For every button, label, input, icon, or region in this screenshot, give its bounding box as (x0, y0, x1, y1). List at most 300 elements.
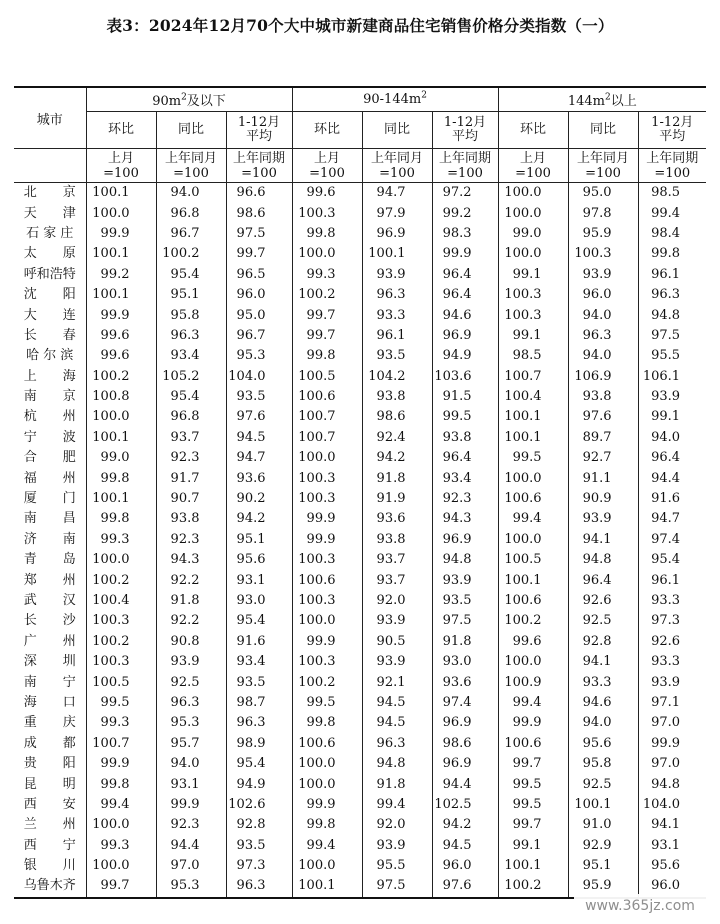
base-mom (292, 149, 362, 183)
group-suffix: 及以下 (186, 94, 226, 109)
index-value: 94.5 (362, 713, 432, 733)
index-value: 96.9 (362, 224, 432, 244)
index-value: 100.3 (292, 489, 362, 509)
index-value: 98.3 (432, 224, 498, 244)
index-value: 98.6 (362, 407, 432, 427)
index-value: 96.1 (638, 570, 706, 590)
index-value: 92.5 (568, 611, 638, 631)
index-value: 99.4 (498, 509, 568, 529)
subheader-avg-bottom: 平均 (659, 129, 686, 144)
index-value: 94.0 (156, 754, 226, 774)
index-value: 93.8 (156, 509, 226, 529)
table-row (14, 815, 706, 835)
index-value: 94.0 (568, 305, 638, 325)
index-value: 91.8 (432, 632, 498, 652)
base-yoy-bottom: =100 (173, 165, 209, 181)
index-value: 100.0 (86, 815, 156, 835)
base-avg-top: 上年同期 (646, 150, 699, 166)
base-avg-top: 上年同期 (232, 150, 285, 166)
index-value: 95.0 (568, 183, 638, 204)
index-value: 96.3 (226, 876, 292, 897)
table-row (14, 224, 706, 244)
index-value: 93.9 (638, 387, 706, 407)
index-value: 99.6 (86, 346, 156, 366)
index-value: 99.8 (86, 509, 156, 529)
index-value: 105.2 (156, 367, 226, 387)
index-value: 100.7 (292, 407, 362, 427)
index-value: 100.3 (292, 652, 362, 672)
index-value: 100.3 (86, 652, 156, 672)
index-value: 95.1 (568, 856, 638, 876)
index-value: 94.4 (638, 468, 706, 488)
index-value: 99.9 (156, 795, 226, 815)
index-value: 99.8 (86, 468, 156, 488)
index-value: 100.0 (498, 468, 568, 488)
index-value: 103.6 (432, 367, 498, 387)
table-row (14, 265, 706, 285)
index-value: 92.8 (568, 632, 638, 652)
index-value: 94.5 (432, 836, 498, 856)
table-row (14, 652, 706, 672)
subheader-avg-top: 1-12月 (237, 115, 281, 130)
index-value: 94.5 (362, 693, 432, 713)
index-value: 97.0 (638, 754, 706, 774)
index-value: 95.0 (226, 305, 292, 325)
index-value: 93.4 (156, 346, 226, 366)
index-value: 95.5 (638, 346, 706, 366)
index-value: 100.0 (292, 856, 362, 876)
index-value: 100.1 (86, 428, 156, 448)
city-name: 郑 州 (14, 570, 86, 590)
index-value: 99.8 (638, 244, 706, 264)
index-value: 99.9 (432, 244, 498, 264)
index-value: 99.9 (292, 795, 362, 815)
city-name: 海 口 (14, 693, 86, 713)
index-value: 93.7 (362, 550, 432, 570)
index-value: 100.8 (86, 387, 156, 407)
index-value: 99.6 (86, 326, 156, 346)
table-row (14, 448, 706, 468)
index-value: 91.6 (226, 632, 292, 652)
index-value: 96.9 (432, 530, 498, 550)
index-value: 91.7 (156, 468, 226, 488)
index-value: 100.2 (156, 244, 226, 264)
index-value: 96.4 (432, 265, 498, 285)
base-yoy (568, 149, 638, 183)
table-row (14, 632, 706, 652)
index-value: 96.3 (156, 693, 226, 713)
index-value: 97.5 (638, 326, 706, 346)
index-value: 96.0 (226, 285, 292, 305)
index-value: 95.9 (568, 224, 638, 244)
index-value: 96.3 (362, 285, 432, 305)
index-value: 96.9 (432, 326, 498, 346)
city-name: 广 州 (14, 632, 86, 652)
index-value: 100.1 (362, 244, 432, 264)
index-value: 100.0 (86, 550, 156, 570)
index-value: 94.8 (568, 550, 638, 570)
index-value: 98.6 (226, 203, 292, 223)
base-avg (638, 149, 706, 183)
base-yoy-bottom: =100 (379, 165, 415, 181)
subheader-avg-top: 1-12月 (443, 115, 487, 130)
index-value: 97.0 (156, 856, 226, 876)
index-value: 100.2 (498, 611, 568, 631)
index-value: 100.0 (498, 652, 568, 672)
city-name: 西 安 (14, 795, 86, 815)
index-value: 99.8 (292, 815, 362, 835)
index-value: 98.5 (498, 346, 568, 366)
index-value: 96.1 (362, 326, 432, 346)
index-value: 92.1 (362, 672, 432, 692)
index-value: 95.4 (156, 265, 226, 285)
table-row (14, 713, 706, 733)
index-value: 97.4 (638, 530, 706, 550)
index-value: 90.9 (568, 489, 638, 509)
index-value: 99.2 (432, 203, 498, 223)
base-yoy (362, 149, 432, 183)
index-value: 90.2 (226, 489, 292, 509)
table-row (14, 346, 706, 366)
index-value: 93.5 (226, 387, 292, 407)
index-value: 94.2 (362, 448, 432, 468)
index-value: 99.4 (292, 836, 362, 856)
index-value: 97.5 (362, 876, 432, 897)
city-name: 合 肥 (14, 448, 86, 468)
table-header (14, 87, 706, 183)
index-value: 98.6 (432, 734, 498, 754)
index-value: 99.3 (86, 713, 156, 733)
table-row (14, 774, 706, 794)
index-value: 95.4 (226, 611, 292, 631)
index-value: 99.1 (638, 407, 706, 427)
index-value: 99.3 (86, 836, 156, 856)
index-value: 93.6 (226, 468, 292, 488)
table-row (14, 509, 706, 529)
index-value: 94.4 (432, 774, 498, 794)
index-value: 99.5 (498, 448, 568, 468)
index-value: 100.3 (292, 550, 362, 570)
index-value: 100.3 (292, 468, 362, 488)
table-row (14, 183, 706, 204)
subheader-mom: 环比 (292, 112, 362, 149)
city-name: 福 州 (14, 468, 86, 488)
index-value: 104.2 (362, 367, 432, 387)
index-value: 95.1 (156, 285, 226, 305)
city-name: 南 宁 (14, 672, 86, 692)
index-value: 98.4 (638, 224, 706, 244)
index-value: 93.9 (362, 265, 432, 285)
index-value: 93.7 (156, 428, 226, 448)
index-value: 100.2 (86, 367, 156, 387)
index-value: 100.1 (86, 489, 156, 509)
city-name: 成 都 (14, 734, 86, 754)
index-value: 96.1 (638, 265, 706, 285)
index-value: 93.7 (362, 570, 432, 590)
index-value: 100.1 (498, 856, 568, 876)
index-value: 100.3 (86, 611, 156, 631)
table-row (14, 203, 706, 223)
index-value: 92.9 (568, 836, 638, 856)
group-label: 90m (152, 94, 182, 109)
index-value: 93.6 (362, 509, 432, 529)
index-value: 92.3 (432, 489, 498, 509)
index-value: 97.8 (568, 203, 638, 223)
price-index-table (14, 86, 706, 899)
index-value: 94.7 (638, 509, 706, 529)
index-value: 99.3 (292, 265, 362, 285)
base-avg-bottom: =100 (654, 165, 691, 181)
header-row-base (14, 149, 706, 183)
table-row (14, 734, 706, 754)
index-value: 100.0 (292, 754, 362, 774)
index-value: 100.1 (498, 407, 568, 427)
index-value: 100.0 (86, 407, 156, 427)
index-value: 94.1 (568, 530, 638, 550)
index-value: 99.8 (292, 224, 362, 244)
index-value: 94.5 (226, 428, 292, 448)
index-value: 93.5 (432, 591, 498, 611)
index-value: 94.0 (638, 428, 706, 448)
index-value: 99.4 (498, 693, 568, 713)
subheader-yoy: 同比 (568, 112, 638, 149)
index-value: 99.6 (498, 632, 568, 652)
index-value: 100.1 (86, 285, 156, 305)
index-value: 95.1 (226, 530, 292, 550)
index-value: 96.3 (156, 326, 226, 346)
index-value: 100.2 (498, 876, 568, 897)
city-name: 西 宁 (14, 836, 86, 856)
index-value: 98.9 (226, 734, 292, 754)
index-value: 100.0 (292, 244, 362, 264)
index-value: 91.1 (568, 468, 638, 488)
index-value: 94.8 (638, 774, 706, 794)
index-value: 100.0 (292, 774, 362, 794)
index-value: 94.9 (226, 774, 292, 794)
index-value: 92.5 (156, 672, 226, 692)
table-row (14, 570, 706, 590)
base-mom-bottom: =100 (309, 165, 345, 181)
index-value: 99.0 (498, 224, 568, 244)
base-mom-top: 上月 (313, 150, 340, 166)
index-value: 93.5 (226, 672, 292, 692)
index-value: 92.2 (156, 570, 226, 590)
index-value: 100.0 (498, 203, 568, 223)
index-value: 99.7 (498, 815, 568, 835)
index-value: 99.6 (292, 183, 362, 204)
index-value: 98.5 (638, 183, 706, 204)
group-sup: 2 (421, 90, 427, 101)
index-value: 92.3 (156, 530, 226, 550)
index-value: 92.3 (156, 448, 226, 468)
index-value: 99.9 (292, 530, 362, 550)
index-value: 99.5 (86, 693, 156, 713)
index-value: 96.0 (638, 876, 706, 897)
group-suffix: 以上 (610, 94, 637, 109)
index-value: 95.6 (226, 550, 292, 570)
city-name: 武 汉 (14, 591, 86, 611)
index-value: 99.8 (86, 774, 156, 794)
index-value: 94.6 (432, 305, 498, 325)
site-watermark: www.365jz.com (574, 894, 706, 918)
index-value: 96.4 (432, 448, 498, 468)
city-name: 昆 明 (14, 774, 86, 794)
index-value: 95.7 (156, 734, 226, 754)
index-value: 92.4 (362, 428, 432, 448)
index-value: 93.3 (638, 652, 706, 672)
index-value: 100.5 (86, 672, 156, 692)
index-value: 98.7 (226, 693, 292, 713)
index-value: 96.3 (638, 285, 706, 305)
index-value: 93.9 (568, 509, 638, 529)
subheader-avg (226, 112, 292, 149)
index-value: 99.1 (498, 836, 568, 856)
index-value: 96.0 (432, 856, 498, 876)
index-value: 93.3 (638, 591, 706, 611)
index-value: 94.0 (568, 713, 638, 733)
header-city-blank (14, 149, 86, 183)
index-value: 99.5 (498, 774, 568, 794)
table-title: 表3：2024年12月70个大中城市新建商品住宅销售价格分类指数（一） (106, 16, 614, 35)
index-value: 96.5 (226, 265, 292, 285)
index-value: 91.8 (362, 468, 432, 488)
city-name: 长 春 (14, 326, 86, 346)
index-value: 97.1 (638, 693, 706, 713)
index-value: 95.4 (226, 754, 292, 774)
base-avg (432, 149, 498, 183)
city-name: 贵 阳 (14, 754, 86, 774)
index-value: 94.9 (432, 346, 498, 366)
index-value: 99.7 (292, 305, 362, 325)
index-value: 99.5 (498, 795, 568, 815)
group-header-small (86, 87, 292, 112)
index-value: 97.4 (432, 693, 498, 713)
index-value: 96.7 (226, 326, 292, 346)
index-value: 93.3 (362, 305, 432, 325)
index-value: 99.4 (638, 203, 706, 223)
index-value: 100.2 (292, 285, 362, 305)
index-value: 99.7 (86, 876, 156, 897)
index-value: 99.9 (86, 754, 156, 774)
index-value: 93.1 (226, 570, 292, 590)
index-value: 99.9 (86, 224, 156, 244)
subheader-avg-top: 1-12月 (651, 115, 694, 130)
index-value: 94.3 (156, 550, 226, 570)
table-row (14, 407, 706, 427)
index-value: 93.0 (432, 652, 498, 672)
index-value: 92.5 (568, 774, 638, 794)
index-value: 93.9 (156, 652, 226, 672)
index-value: 94.2 (432, 815, 498, 835)
index-value: 94.4 (156, 836, 226, 856)
index-value: 95.8 (568, 754, 638, 774)
index-value: 93.4 (432, 468, 498, 488)
index-value: 96.9 (432, 754, 498, 774)
index-value: 106.9 (568, 367, 638, 387)
index-value: 99.2 (86, 265, 156, 285)
base-yoy-top: 上年同月 (370, 150, 423, 166)
index-value: 93.9 (362, 611, 432, 631)
index-value: 99.5 (432, 407, 498, 427)
index-value: 100.0 (498, 244, 568, 264)
index-value: 93.5 (226, 836, 292, 856)
index-value: 93.6 (432, 672, 498, 692)
base-mom-top: 上月 (520, 150, 547, 166)
index-value: 90.8 (156, 632, 226, 652)
index-value: 93.8 (362, 530, 432, 550)
subheader-avg-bottom: 平均 (245, 129, 272, 144)
index-value: 91.8 (362, 774, 432, 794)
index-value: 100.7 (292, 428, 362, 448)
index-value: 99.4 (362, 795, 432, 815)
table-row (14, 244, 706, 264)
index-value: 97.3 (638, 611, 706, 631)
index-value: 102.5 (432, 795, 498, 815)
index-value: 100.1 (86, 244, 156, 264)
table-row (14, 693, 706, 713)
index-value: 96.3 (568, 326, 638, 346)
index-value: 100.7 (86, 734, 156, 754)
table-row (14, 754, 706, 774)
index-value: 100.2 (86, 570, 156, 590)
index-value: 95.9 (568, 876, 638, 897)
base-yoy-top: 上年同月 (164, 150, 217, 166)
index-value: 93.3 (568, 672, 638, 692)
index-value: 93.8 (362, 387, 432, 407)
index-value: 99.1 (498, 326, 568, 346)
index-value: 100.1 (498, 570, 568, 590)
index-value: 96.9 (432, 713, 498, 733)
index-value: 93.8 (432, 428, 498, 448)
subheader-yoy: 同比 (362, 112, 432, 149)
index-value: 92.8 (226, 815, 292, 835)
index-value: 95.4 (638, 550, 706, 570)
index-value: 100.4 (498, 387, 568, 407)
city-name: 宁 波 (14, 428, 86, 448)
index-value: 100.7 (498, 367, 568, 387)
index-value: 93.9 (432, 570, 498, 590)
index-value: 100.0 (86, 856, 156, 876)
group-sup: 2 (604, 92, 611, 103)
base-avg-bottom: =100 (241, 165, 277, 181)
index-value: 100.9 (498, 672, 568, 692)
table-row (14, 836, 706, 856)
base-avg-bottom: =100 (447, 165, 483, 181)
index-value: 94.0 (156, 183, 226, 204)
city-name: 兰 州 (14, 815, 86, 835)
index-value: 100.3 (498, 285, 568, 305)
index-value: 93.9 (568, 265, 638, 285)
base-mom-bottom: =100 (515, 165, 551, 181)
index-value: 95.5 (362, 856, 432, 876)
index-value: 100.0 (292, 448, 362, 468)
index-value: 100.0 (292, 611, 362, 631)
index-value: 95.3 (226, 346, 292, 366)
table-row (14, 468, 706, 488)
subheader-avg (638, 112, 706, 149)
index-value: 93.8 (568, 387, 638, 407)
subheader-yoy: 同比 (156, 112, 226, 149)
city-name: 北 京 (14, 183, 86, 204)
city-name: 长 沙 (14, 611, 86, 631)
group-label: 90-144m (363, 92, 422, 107)
index-value: 96.6 (226, 183, 292, 204)
index-value: 94.7 (226, 448, 292, 468)
index-value: 93.5 (362, 346, 432, 366)
group-header-large (498, 87, 706, 112)
index-value: 100.3 (292, 591, 362, 611)
index-value: 100.4 (86, 591, 156, 611)
